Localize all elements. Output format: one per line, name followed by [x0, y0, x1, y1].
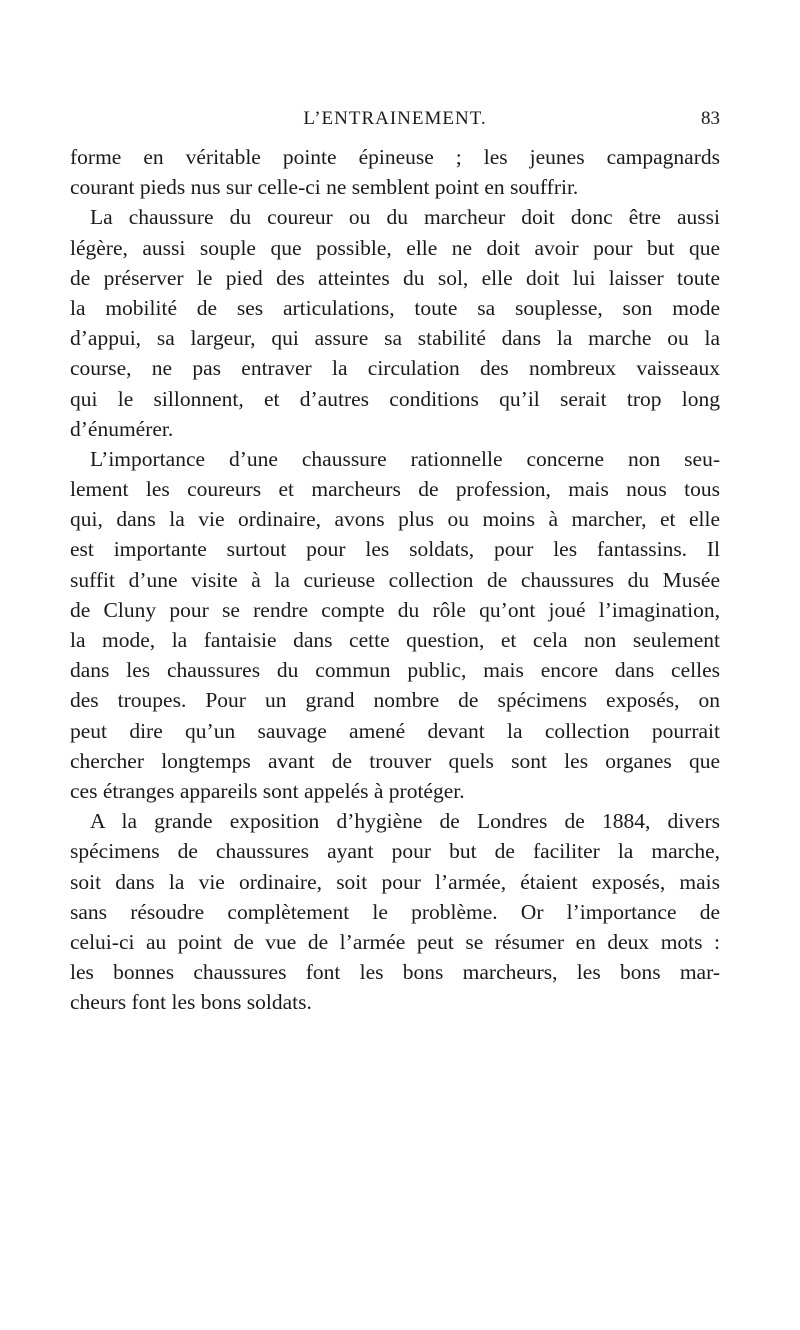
text-line: qui le sillonnent, et d’autres conditions qu’il serait trop long	[70, 386, 720, 411]
text-line: ces étranges appareils sont appelés à protéger.	[70, 778, 465, 803]
text-line: course, ne pas entraver la circulation des nombreux vaisseaux	[70, 356, 720, 381]
text-line: des troupes. Pour un grand nombre de spécimens exposés, on	[70, 688, 720, 713]
text-line: sans résoudre complètement le problème. Or l’importance de	[70, 899, 720, 924]
text-line: spécimens de chaussures ayant pour but de faciliter la marche,	[70, 839, 720, 864]
body-text	[70, 142, 720, 1017]
text-line: lement les coureurs et marcheurs de profession, mais nous tous	[70, 477, 720, 502]
text-line: les bonnes chaussures font les bons marcheurs, les bons mar-	[70, 960, 720, 985]
text-line: suffit d’une visite à la curieuse collection de chaussures du Musée	[70, 567, 720, 592]
text-line: la mobilité de ses articulations, toute sa souplesse, son mode	[70, 295, 720, 320]
text-line: soit dans la vie ordinaire, soit pour l’armée, étaient exposés, mais	[70, 869, 720, 894]
text-line: chercher longtemps avant de trouver quels sont les organes que	[70, 748, 720, 773]
text-line: forme en véritable pointe épineuse ; les jeunes campagnards	[70, 145, 720, 169]
text-line: légère, aussi souple que possible, elle ne doit avoir pour but que	[70, 235, 720, 260]
text-line: cheurs font les bons soldats.	[70, 990, 312, 1015]
text-line: de préserver le pied des atteintes du sol, elle doit lui laisser toute	[70, 265, 720, 290]
text-line: courant pieds nus sur celle-ci ne semblent point en souffrir.	[70, 175, 579, 200]
text-line: d’énumérer.	[70, 416, 174, 441]
text-line: de Cluny pour se rendre compte du rôle qu’ont joué l’imagination,	[70, 597, 720, 622]
text-line: A la grande exposition d’hygiène de Londres de 1884, divers	[90, 809, 720, 834]
text-line: La chaussure du coureur ou du marcheur doit donc être aussi	[90, 205, 720, 230]
text-line: L’importance d’une chaussure rationnelle concerne non seu-	[90, 446, 720, 471]
running-header	[70, 108, 720, 134]
text-line: peut dire qu’un sauvage amené devant la collection pourrait	[70, 718, 720, 743]
text-line: d’appui, sa largeur, qui assure sa stabilité dans la marche ou la	[70, 326, 720, 351]
text-line: la mode, la fantaisie dans cette question, et cela non seulement	[70, 628, 720, 652]
text-line: dans les chaussures du commun public, mais encore dans celles	[70, 658, 720, 683]
text-line: qui, dans la vie ordinaire, avons plus ou moins à marcher, et elle	[70, 507, 720, 532]
text-line: celui-ci au point de vue de l’armée peut se résumer en deux mots :	[70, 929, 720, 954]
running-title: L’ENTRAINEMENT.	[303, 108, 487, 129]
text-line: est importante surtout pour les soldats, pour les fantassins. Il	[70, 537, 720, 562]
page-number: 83	[701, 108, 720, 129]
